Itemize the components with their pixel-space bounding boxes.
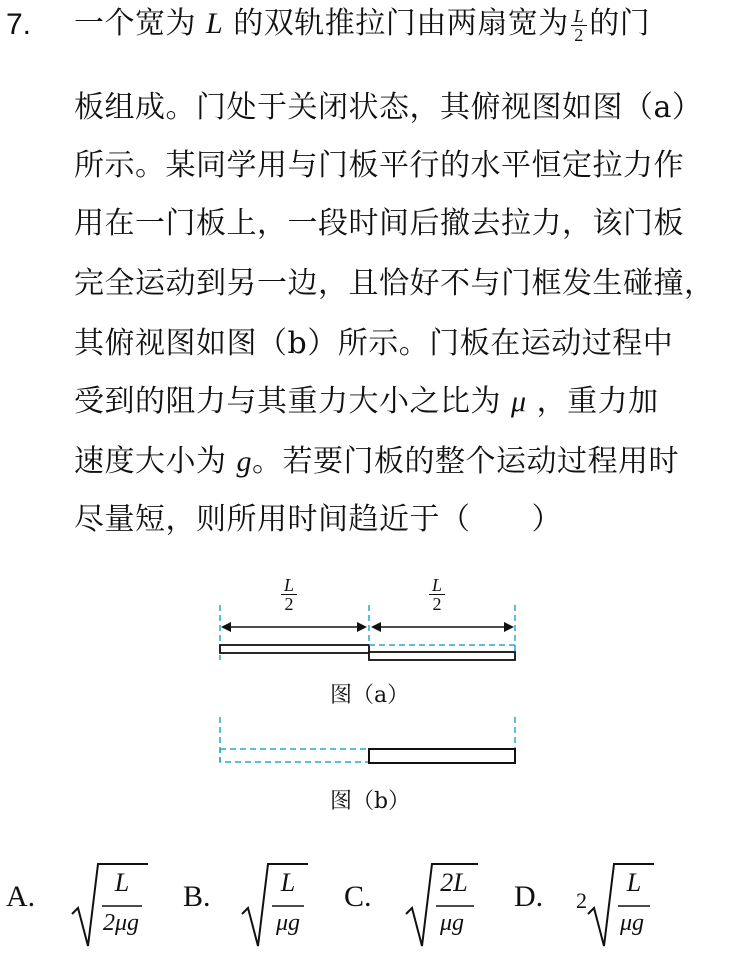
arrowhead [504,622,514,632]
door-panel-left [220,645,369,653]
fraction-denominator: 2 [574,24,584,45]
option-a-denominator: 2μg [102,910,140,936]
label-numerator: L [281,576,297,595]
var-g: g [236,445,253,478]
option-b-denominator: μg [275,910,301,936]
option-b-numerator: L [280,868,296,897]
answer-options [0,852,751,952]
line7-text-a: 受到的阻力与其重力大小之比为 [74,384,512,419]
option-a-numerator: L [114,868,130,897]
option-a-letter[interactable]: A. [6,880,36,913]
figure-a-diagram [205,595,535,670]
question-line-4: 用在一门板上，一段时间后撤去拉力，该门板 [74,206,684,241]
option-d-denominator: μg [619,910,645,936]
arrowhead [221,622,231,632]
question-line-8 [74,440,679,484]
fraction-numerator: L [571,7,588,26]
figure-b-caption: 图（b） [330,789,411,814]
line7-text-b: ，重力加 [526,384,659,419]
figure-a-left-label [281,576,297,613]
option-d-letter[interactable]: D. [514,880,544,913]
question-line-9: 尽量短，则所用时间趋近于（ ） [74,502,562,537]
line1-text-c: 的门 [589,6,651,41]
line8-text-a: 速度大小为 [74,444,237,479]
arrowhead [371,622,381,632]
label-numerator: L [429,576,445,595]
question-number: 7. [6,8,32,41]
question-line-7 [74,380,659,424]
option-c-denominator: μg [439,910,465,936]
arrowhead [357,622,367,632]
fraction-half-L [571,7,588,44]
door-panel-ghost [220,749,369,762]
door-panel-moved [369,749,515,763]
option-c-numerator: 2L [440,868,468,897]
var-L: L [206,7,224,40]
line1-text-a: 一个宽为 [74,6,207,41]
door-panel-right [369,652,515,660]
label-denominator: 2 [284,594,294,614]
label-denominator: 2 [432,594,442,614]
question-line-1 [74,2,650,46]
figure-b-diagram [205,712,535,772]
line1-text-b: 的双轨推拉门由两扇宽为 [223,6,569,41]
figure-a-right-label [429,576,445,613]
line8-text-b: 。若要门板的整个运动过程用时 [252,444,680,479]
option-b-letter[interactable]: B. [183,880,211,913]
var-mu: μ [511,385,527,418]
question-line-5: 完全运动到另一边，且恰好不与门框发生碰撞， [74,266,715,301]
question-line-3: 所示。某同学用与门板平行的水平恒定拉力作 [74,148,684,183]
question-line-2: 板组成。门处于关闭状态，其俯视图如图（a） [74,90,703,125]
option-d-coefficient: 2 [576,888,587,913]
question-line-6: 其俯视图如图（b）所示。门板在运动过程中 [74,326,674,361]
option-d-numerator: L [626,868,642,897]
figure-a-caption: 图（a） [330,683,410,708]
option-c-letter[interactable]: C. [344,880,372,913]
